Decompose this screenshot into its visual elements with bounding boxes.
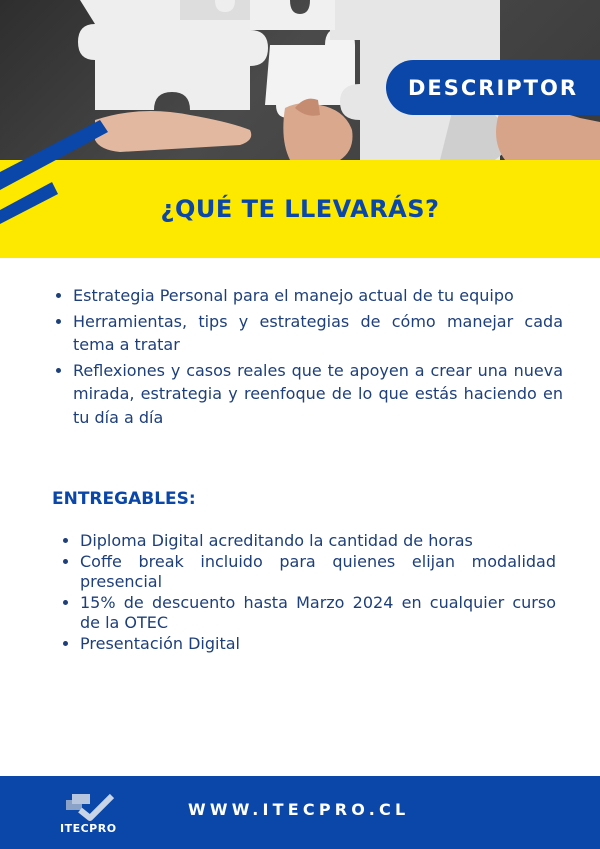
deliverables-heading: ENTREGABLES: [52, 489, 196, 509]
website-link[interactable]: WWW.ITECPRO.CL [188, 800, 410, 819]
list-item: • Coffe break incluido para quienes elijan modalidad presencial [80, 552, 556, 593]
list-item: • Diploma Digital acreditando la cantidad de horas [80, 531, 556, 552]
page-title: ¿QUÉ TE LLEVARÁS? [160, 195, 440, 223]
list-item: • Reflexiones y casos reales que te apoyen a crear una nueva mirada, estrategia y reenfoque de lo que estás haciendo en tu día a día [73, 359, 563, 430]
deliverables-list [63, 531, 556, 654]
checkmark-icon [58, 790, 128, 824]
list-item: • Herramientas, tips y estrategias de cómo manejar cada tema a tratar [73, 310, 563, 357]
benefits-list [56, 284, 563, 431]
list-item: • 15% de descuento hasta Marzo 2024 en cualquier curso de la OTEC [80, 593, 556, 634]
itecpro-logo [58, 790, 138, 838]
logo-text: ITECPRO [60, 822, 117, 835]
list-item: • Estrategia Personal para el manejo actual de tu equipo [73, 284, 563, 308]
descriptor-badge: DESCRIPTOR [386, 60, 600, 115]
list-item: • Presentación Digital [80, 634, 556, 655]
footer [0, 776, 600, 849]
decorative-stripes [0, 110, 110, 230]
